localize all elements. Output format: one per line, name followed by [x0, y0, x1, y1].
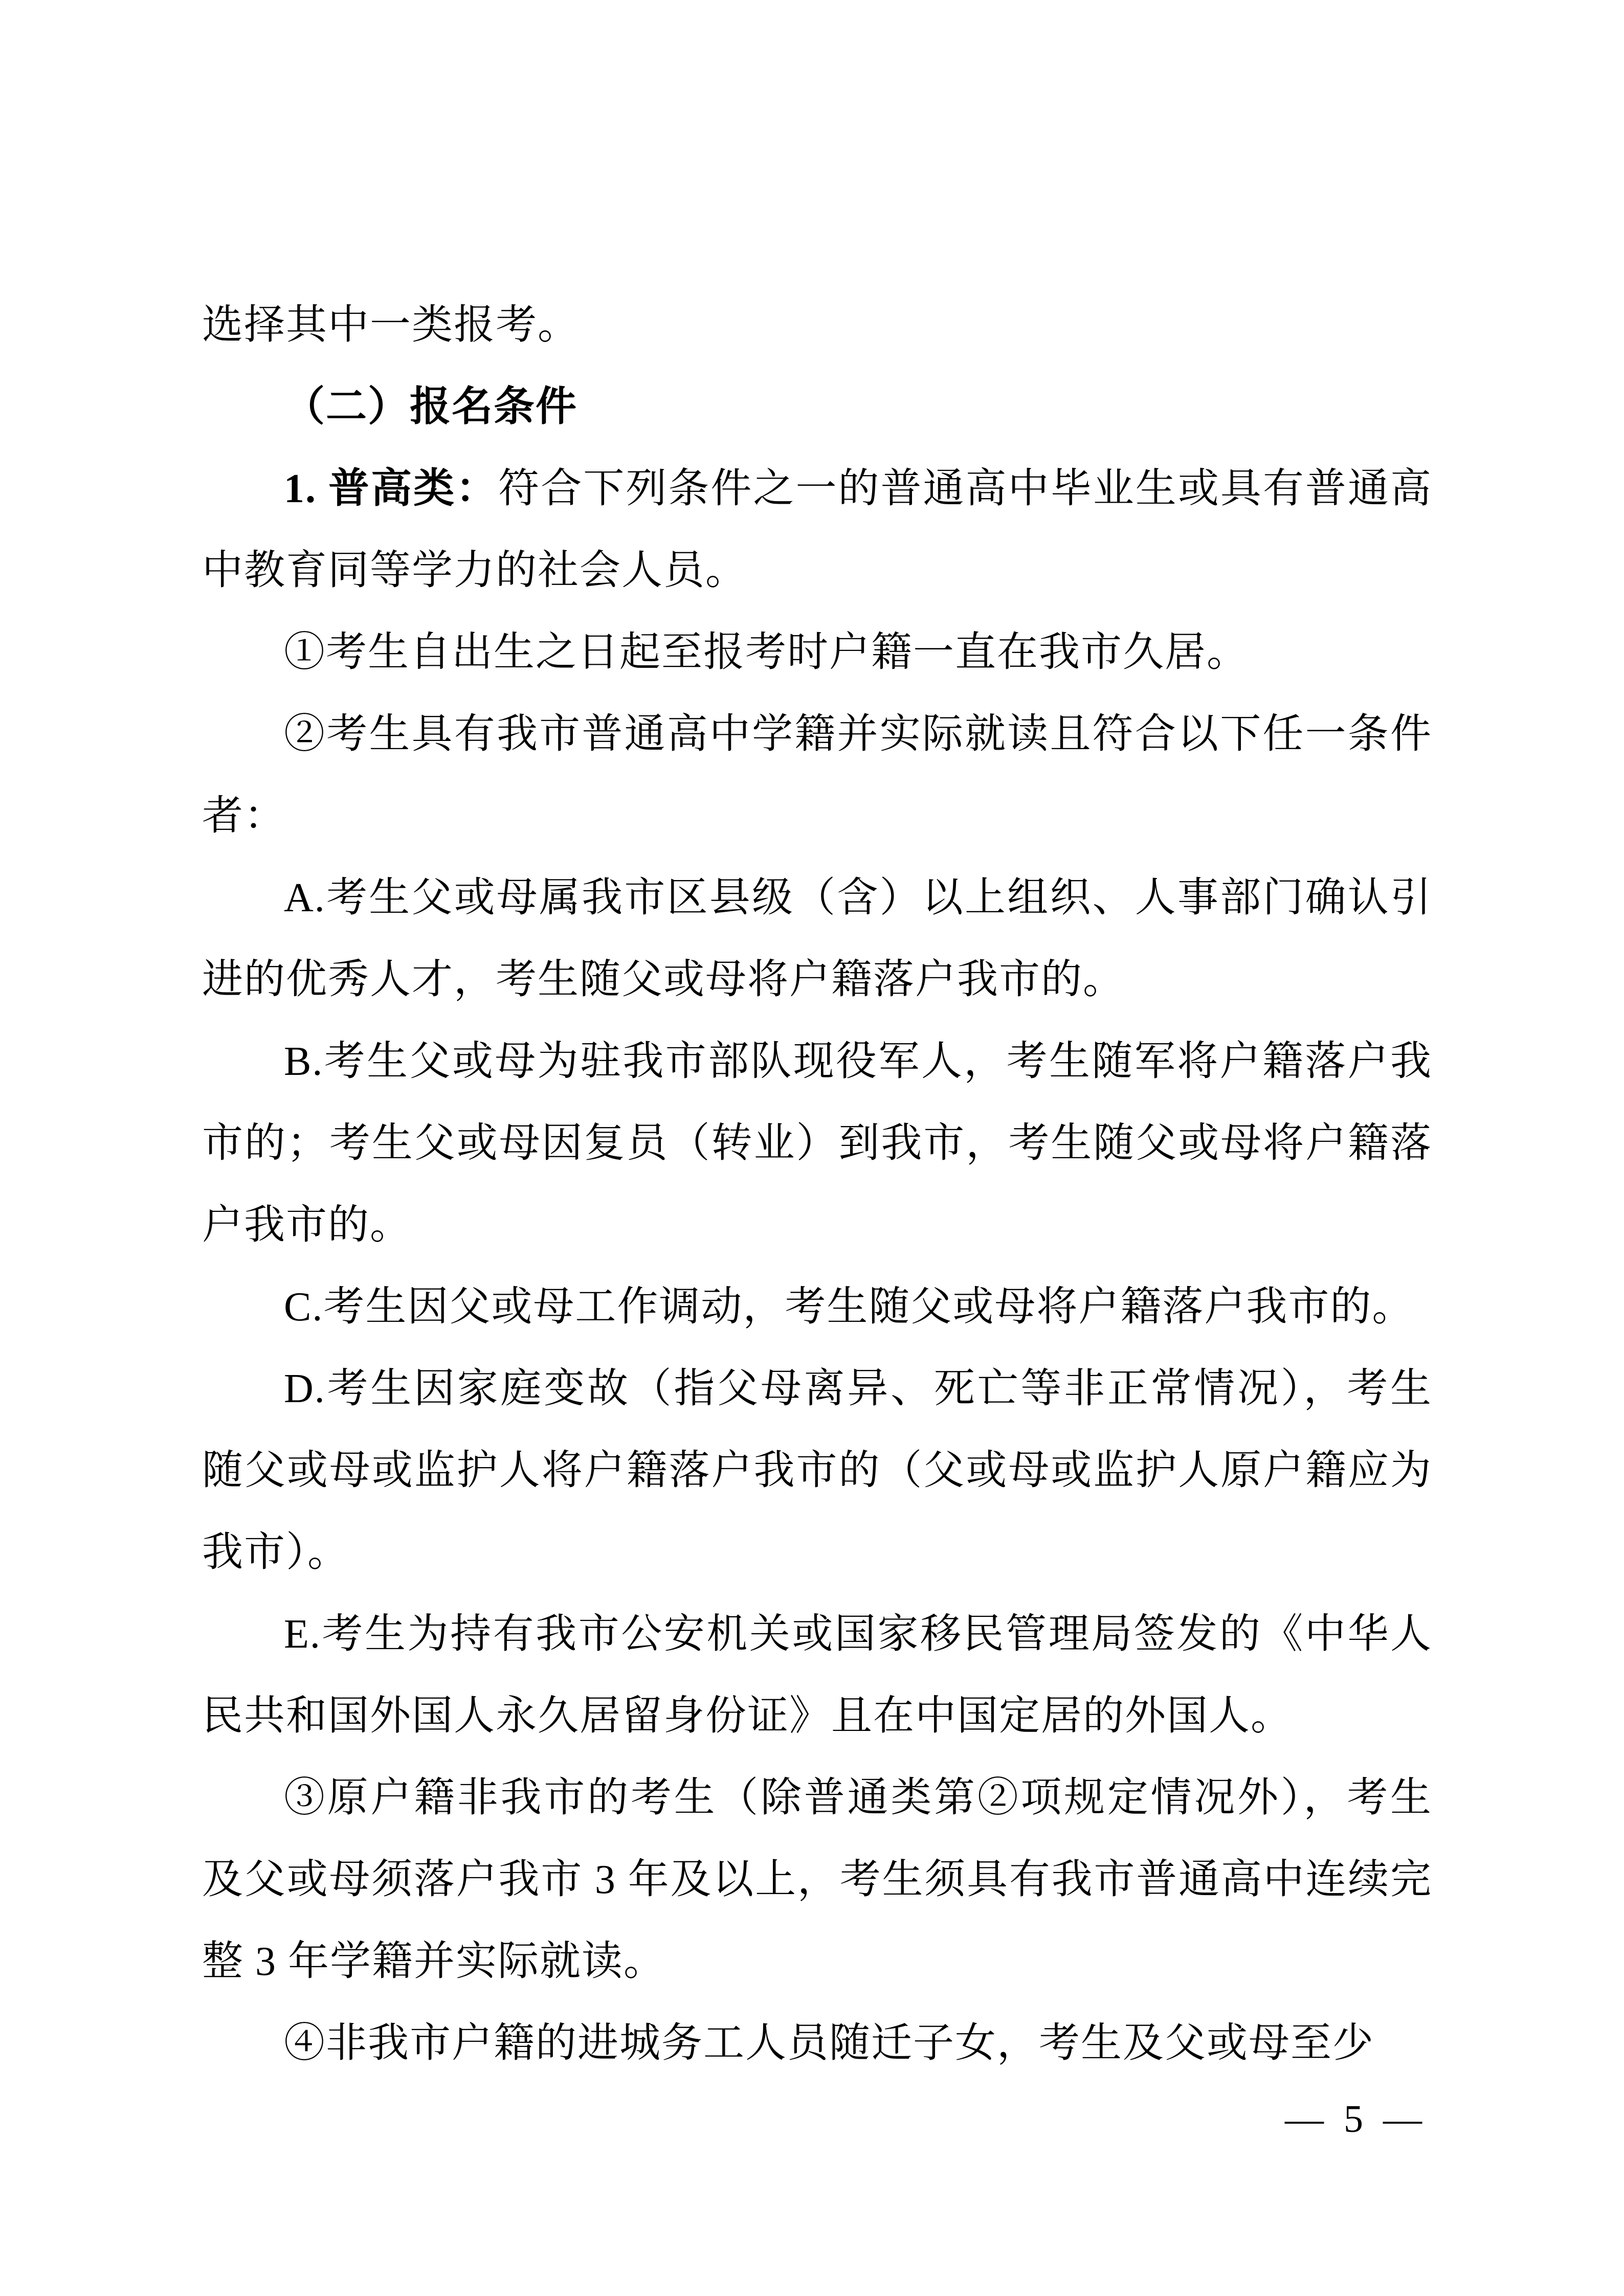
paragraph-item-E	[202, 1593, 1432, 1757]
text-run: 符合下列条件之一的普通高中毕业生或具有普通高中教育同等学力的社会人员。	[202, 466, 1433, 593]
paragraph-item-1-putong	[202, 448, 1432, 612]
text-run-bold: 1. 普高类：	[284, 466, 499, 511]
paragraph-item-B	[202, 1021, 1432, 1266]
text-run: ④非我市户籍的进城务工人员随迁子女，考生及父或母至少	[284, 2021, 1374, 2066]
text-run: E.考生为持有我市公安机关或国家移民管理局签发的《中华人民共和国外国人永久居留身份证》且在中国定居的外国人。	[202, 1612, 1432, 1739]
paragraph-item-A	[202, 857, 1432, 1021]
text-run: ①考生自出生之日起至报考时户籍一直在我市久居。	[284, 630, 1249, 675]
page-number: — 5 —	[1285, 2098, 1427, 2141]
paragraph-circled-2	[202, 693, 1432, 857]
text-run: B.考生父或母为驻我市部队现役军人，考生随军将户籍落户我市的；考生父或母因复员（转业）到我市，考生随父或母将户籍落户我市的。	[202, 1039, 1432, 1248]
paragraph-circled-3	[202, 1757, 1432, 2002]
text-run: 选择其中一类报考。	[202, 303, 580, 348]
text-run: A.考生父或母属我市区县级（含）以上组织、人事部门确认引进的优秀人才，考生随父或母将户籍落户我市的。	[202, 875, 1432, 1002]
document-body	[202, 284, 1432, 2084]
text-run-bold: （二）报名条件	[284, 385, 577, 430]
paragraph-circled-4	[202, 2002, 1432, 2084]
text-run: ③原户籍非我市的考生（除普通类第②项规定情况外），考生及父或母须落户我市 3 年及以上，考生须具有我市普通高中连续完整 3 年学籍并实际就读。	[202, 1775, 1432, 1984]
paragraph-continuation	[202, 284, 1432, 366]
text-run: ②考生具有我市普通高中学籍并实际就读且符合以下任一条件者：	[202, 712, 1432, 839]
heading-section-2	[202, 366, 1432, 448]
paragraph-item-C	[202, 1266, 1432, 1348]
text-run: C.考生因父或母工作调动，考生随父或母将户籍落户我市的。	[284, 1285, 1414, 1330]
paragraph-circled-1	[202, 612, 1432, 693]
text-run: D.考生因家庭变故（指父母离异、死亡等非正常情况），考生随父或母或监护人将户籍落户我市的（父或母或监护人原户籍应为我市）。	[202, 1366, 1432, 1575]
paragraph-item-D	[202, 1348, 1432, 1593]
